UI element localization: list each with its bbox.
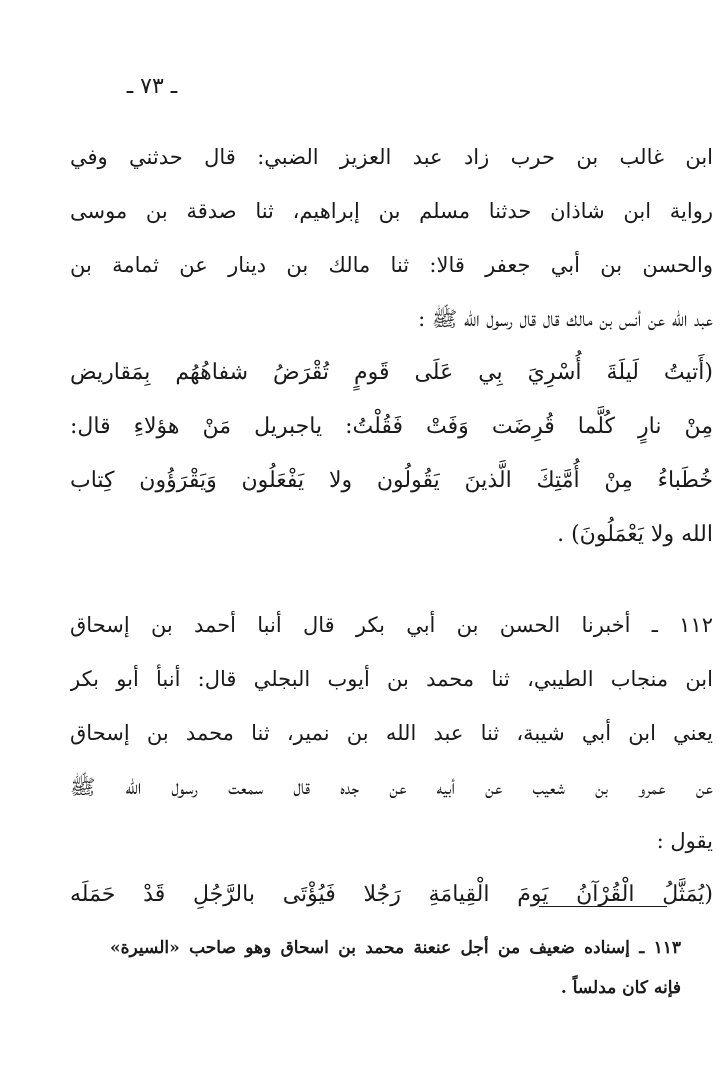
hadith-line: خُطَباءُ مِنْ أُمَّتِكَ الَّذينَ يَقُولُون ولا يَفْعَلُون وَيَقْرَؤُون كِتاب [70,468,713,493]
text-line: ابن منجاب الطيبي، ثنا محمد بن أيوب البجلي قال: أنبأ أبو بكر [70,667,713,691]
text-line: والحسن بن أبي جعفر قالا: ثنا مالك بن دينار عن ثمامة بن [70,253,713,277]
text-line: عن عمرو بن شعيب عن أبيه عن جده قال سمعت رسول الله ﷺ [70,775,713,799]
text-line: رواية ابن شاذان حدثنا مسلم بن إبراهيم، ثنا صدقة بن موسى [70,199,713,223]
footnote-line: فإنه كان مدلساً . [560,978,681,998]
text-line: عبد الله عن أنس بن مالك قال قال رسول الله ﷺ : [418,307,713,331]
text-line: ١١٢ ـ أخبرنا الحسن بن أبي بكر قال أنبا أحمد بن إسحاق [70,613,713,637]
hadith-line: (أَتيتُ لَيلَةَ أُسْرِيَ بِي عَلَى قَومٍ تُقْرَضُ شفاهُهُم بِمَقاريض [70,360,713,385]
page-number: ـ ٧٣ ـ [126,74,178,99]
footnotes [110,928,681,1008]
hadith-line: (يُمَثَّلُ الْقُرْآنُ يَومَ الْقِيامَةِ رَجُلا فَيُؤْتَى بالرَّجُلِ قَدْ حَمَلَه [70,882,713,907]
hadith-line: مِنْ نارٍ كُلَّما قُرِضَت وَفَتْ فَقُلْتُ: ياجبريل مَنْ هؤلاءِ قال: [70,414,713,439]
page-body [70,130,713,922]
text-line: يقول : [656,829,713,853]
footnote-separator [539,906,667,907]
text-line: ابن غالب بن حرب زاد عبد العزيز الضبي: قال حدثني وفي [70,145,713,169]
text-line: يعني ابن أبي شيبة، ثنا عبد الله بن نمير، ثنا محمد بن إسحاق [70,721,713,745]
paragraph-gap [70,562,713,598]
footnote-line: ١١٣ ـ إسناده ضعيف من أجل عنعنة محمد بن اسحاق وهو صاحب «السيرة» [110,938,681,958]
hadith-line: الله ولا يَعْمَلُونَ) . [557,522,713,547]
